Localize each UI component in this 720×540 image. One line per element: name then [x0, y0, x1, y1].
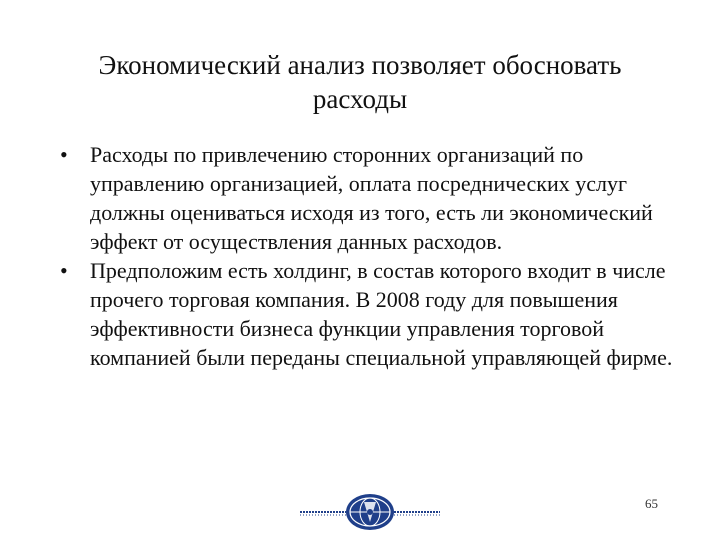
bullet-item	[60, 140, 680, 256]
slide-title	[60, 48, 660, 116]
page-number: 65	[645, 496, 658, 511]
emblem-logo-icon	[300, 492, 440, 532]
bullet-marker: •	[60, 142, 68, 167]
slide-title-line-2: расходы	[312, 84, 408, 114]
bullet-text: Предположим есть холдинг, в состав которого входит в числе прочего торговая компания. В 2008 году для повышения эффективности бизнеса функции управления торговой компанией были переданы специальной управляющей фирме.	[90, 258, 673, 370]
bullet-list	[60, 140, 680, 372]
bullet-text: Расходы по привлечению сторонних организаций по управлению организацией, оплата посреднических услуг должны оцениваться исходя из того, есть ли экономический эффект от осуществления данных расходов.	[90, 142, 653, 254]
bullet-marker: •	[60, 258, 68, 283]
bullet-item	[60, 256, 680, 372]
slide-title-line-1: Экономический анализ позволяет обосновать	[98, 50, 622, 80]
